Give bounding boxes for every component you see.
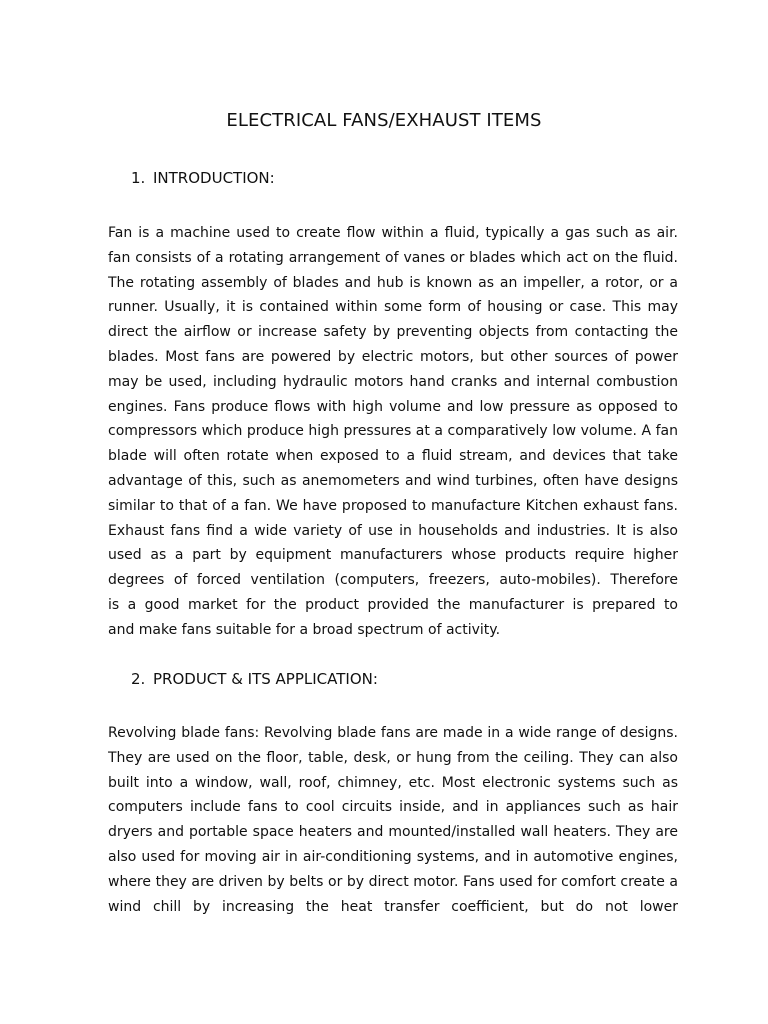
section-title: INTRODUCTION: bbox=[153, 169, 275, 187]
paragraph-line: direct the airflow or increase safety by preventing objects from contacting the bbox=[108, 324, 678, 341]
paragraph-line: runner. Usually, it is contained within some form of housing or case. This may bbox=[108, 299, 678, 316]
product-application-paragraph bbox=[108, 721, 678, 919]
section-heading-introduction bbox=[131, 169, 275, 187]
paragraph-line: computers include fans to cool circuits inside, and in appliances such as hair bbox=[108, 799, 678, 816]
paragraph-line: and make fans suitable for a broad spectrum of activity. bbox=[108, 621, 501, 638]
paragraph-line: degrees of forced ventilation (computers, freezers, auto-mobiles). Therefore bbox=[108, 572, 678, 589]
paragraph-line: may be used, including hydraulic motors hand cranks and internal combustion bbox=[108, 373, 678, 390]
paragraph-line: similar to that of a fan. We have proposed to manufacture Kitchen exhaust fans. bbox=[108, 497, 678, 514]
section-number: 2. bbox=[131, 670, 146, 688]
section-number: 1. bbox=[131, 169, 146, 187]
paragraph-line: blade will often rotate when exposed to a fluid stream, and devices that take bbox=[108, 448, 678, 465]
paragraph-line: advantage of this, such as anemometers and wind turbines, often have designs bbox=[108, 472, 678, 489]
paragraph-line: wind chill by increasing the heat transfer coefficient, but do not lower bbox=[108, 898, 678, 915]
paragraph-line: dryers and portable space heaters and mounted/installed wall heaters. They are bbox=[108, 824, 678, 841]
paragraph-line: They are used on the floor, table, desk, or hung from the ceiling. They can also bbox=[108, 749, 678, 766]
paragraph-line: fan consists of a rotating arrangement of vanes or blades which act on the fluid. bbox=[108, 249, 678, 266]
paragraph-line: blades. Most fans are powered by electric motors, but other sources of power bbox=[108, 348, 678, 365]
paragraph-line: where they are driven by belts or by direct motor. Fans used for comfort create a bbox=[108, 873, 678, 890]
paragraph-line: The rotating assembly of blades and hub is known as an impeller, a rotor, or a bbox=[108, 274, 678, 291]
paragraph-line: also used for moving air in air-conditioning systems, and in automotive engines, bbox=[108, 848, 678, 865]
section-title: PRODUCT & ITS APPLICATION: bbox=[153, 670, 378, 688]
paragraph-line: Revolving blade fans: Revolving blade fans are made in a wide range of designs. bbox=[108, 725, 678, 741]
introduction-paragraph bbox=[108, 221, 678, 643]
paragraph-line: built into a window, wall, roof, chimney, etc. Most electronic systems such as bbox=[108, 774, 678, 791]
paragraph-line: used as a part by equipment manufacturers whose products require higher bbox=[108, 547, 678, 564]
paragraph-line: Fan is a machine used to create flow within a fluid, typically a gas such as air. bbox=[108, 225, 678, 241]
document-title: ELECTRICAL FANS/EXHAUST ITEMS bbox=[226, 110, 542, 131]
paragraph-line: compressors which produce high pressures at a comparatively low volume. A fan bbox=[108, 423, 678, 440]
section-heading-product-application bbox=[131, 670, 378, 688]
paragraph-line: is a good market for the product provided the manufacturer is prepared to bbox=[108, 596, 678, 613]
paragraph-line: engines. Fans produce flows with high volume and low pressure as opposed to bbox=[108, 398, 678, 415]
paragraph-line: Exhaust fans find a wide variety of use in households and industries. It is also bbox=[108, 522, 678, 539]
